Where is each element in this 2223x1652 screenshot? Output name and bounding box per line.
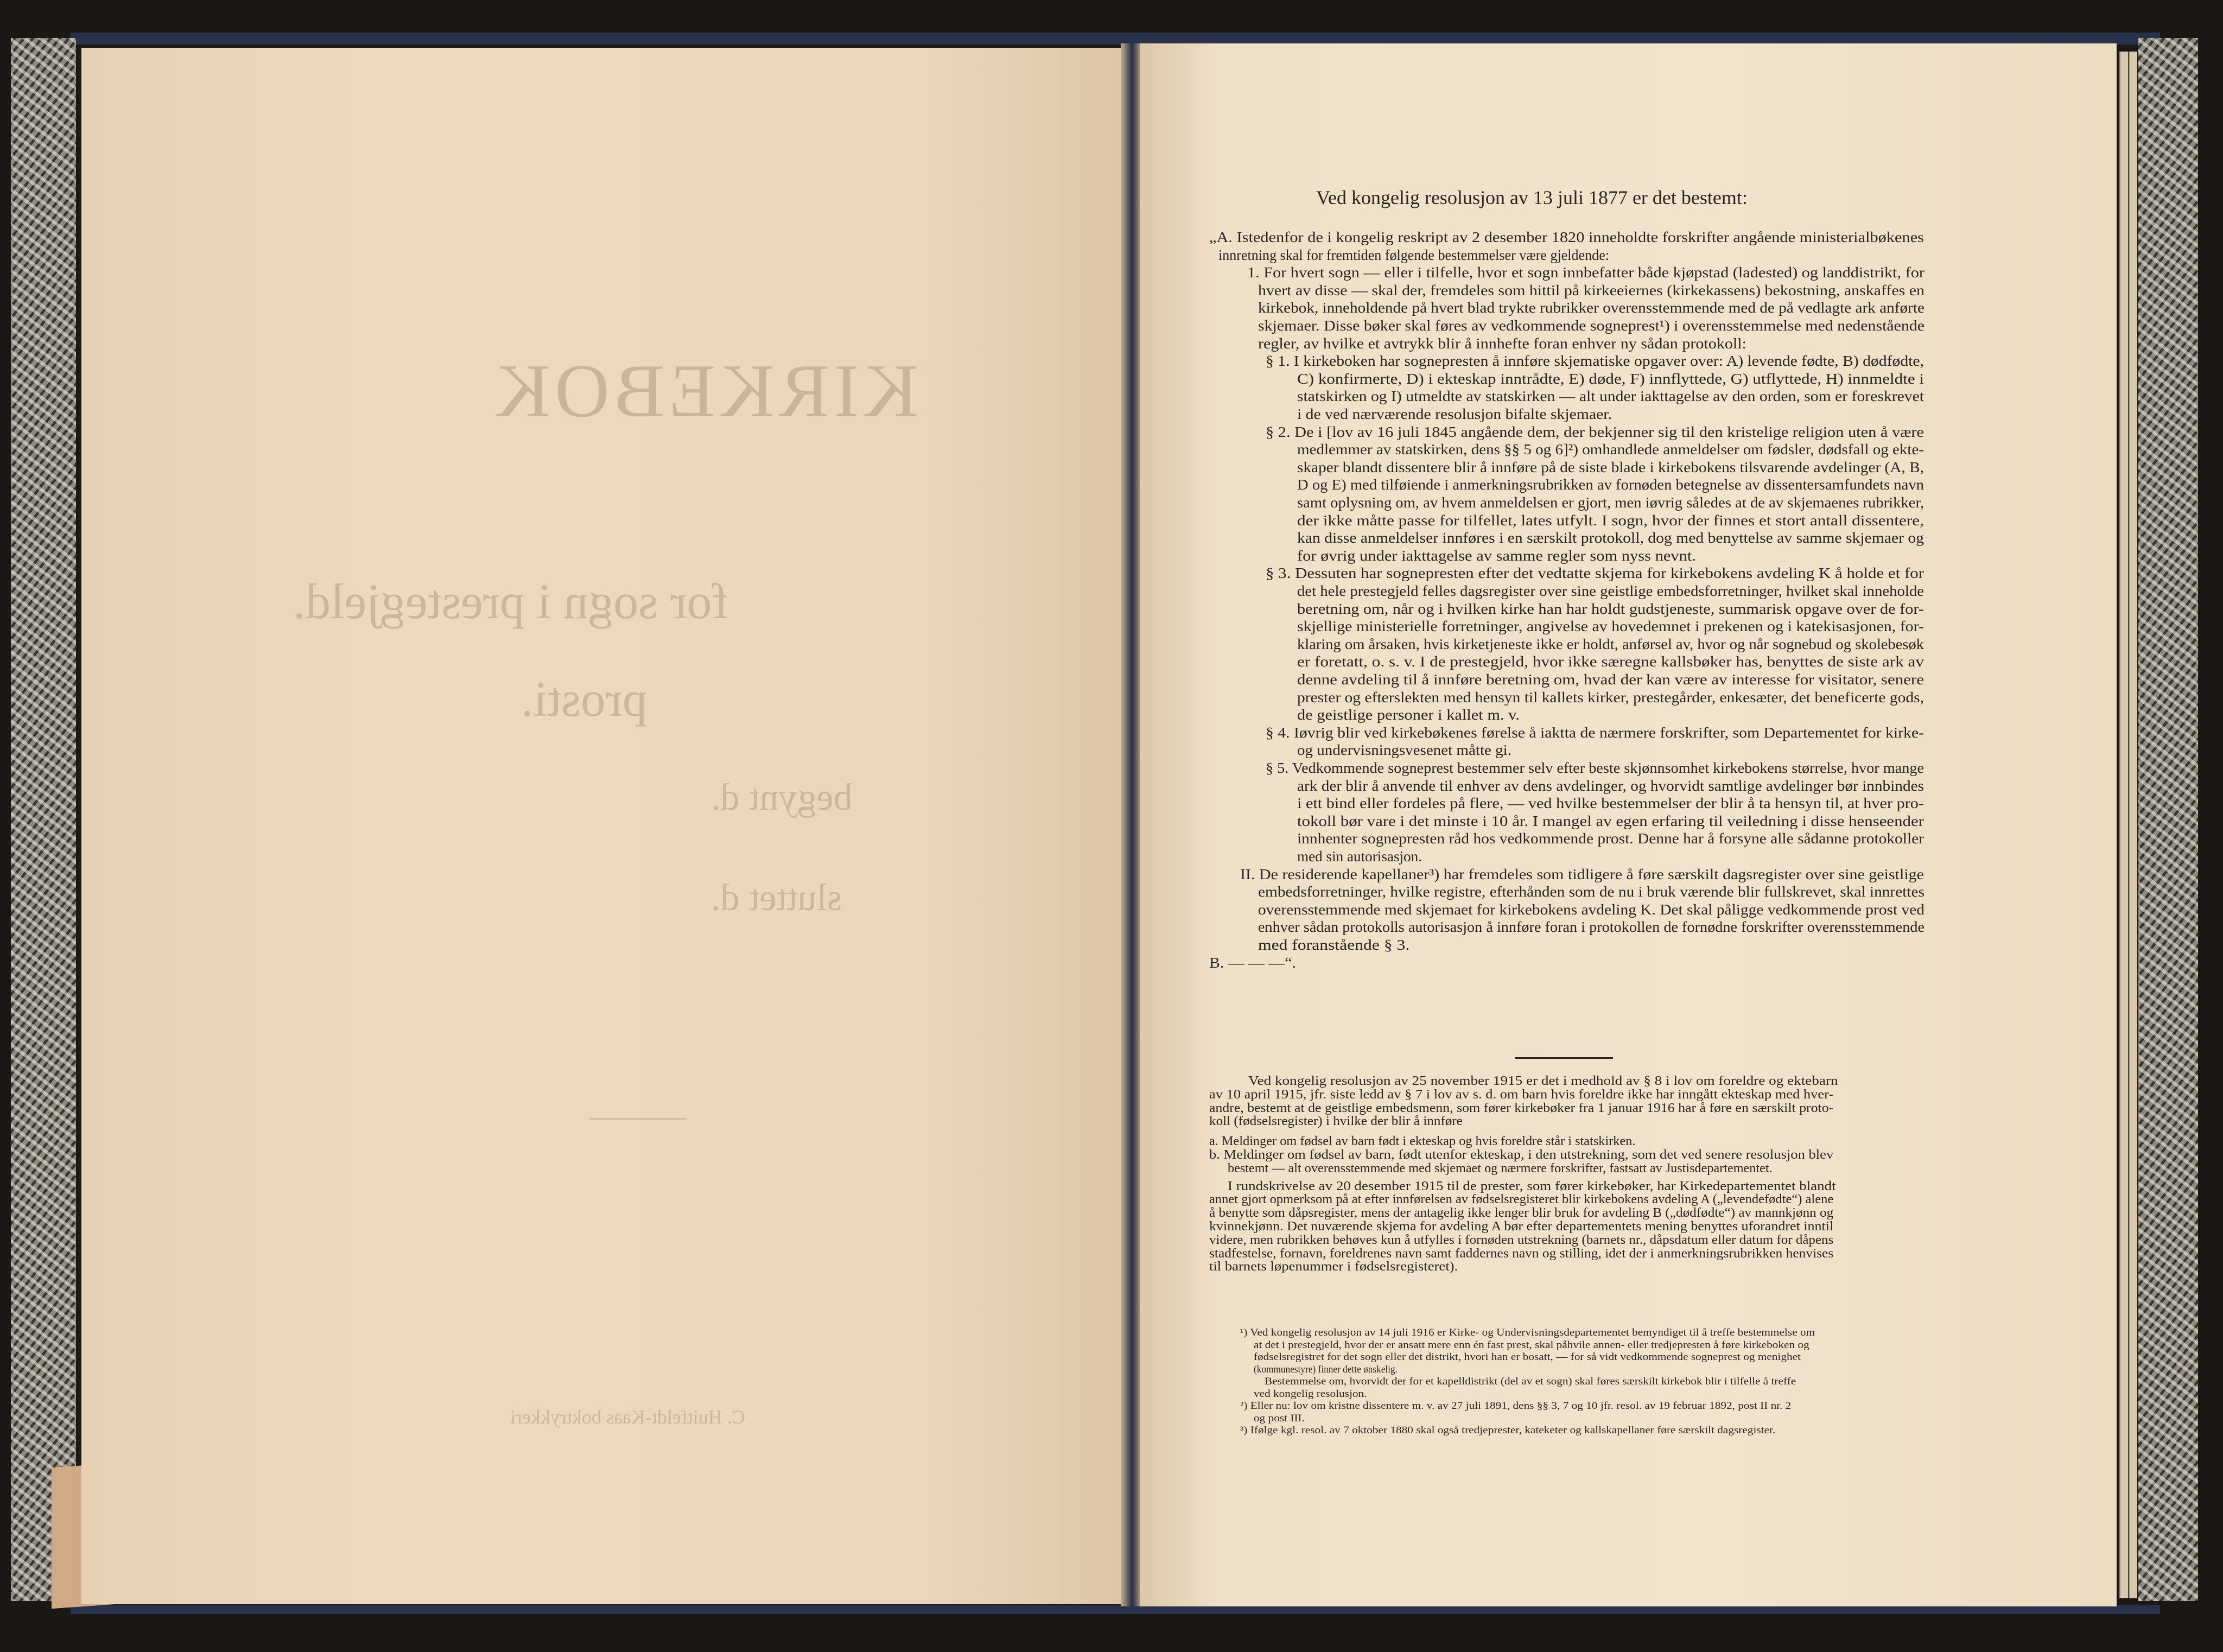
- section_a-line: statskirken og I) utmeldte av statskirken — alt under iakttagelse av den orden, som er foreskrevet: [1297, 387, 1924, 405]
- section_a-line: beretning om, når og i hvilken kirke han har holdt gudstjeneste, summarisk opgave over de for-: [1297, 600, 1924, 617]
- faint-imprint: C. Huitfeldt-Kaas boktrykkeri: [510, 1406, 745, 1428]
- section_a-line: kirkebok, inneholdende på hvert blad trykte rubrikker overensstemmende med de på vedlagte ark anførte: [1258, 299, 1925, 316]
- section_a-line: i de ved nærværende resolusjon bifalte skjemaer.: [1297, 405, 1612, 422]
- section_a-line: der ikke måtte passe for tilfellet, lates utfylt. I sogn, hvor der finnes et stort antall dissentere,: [1297, 511, 1924, 529]
- section_a-line: C) konfirmerte, D) i ekteskap inntrådte, E) døde, F) innflyttede, G) utflyttede, H) innmeldte i: [1297, 370, 1924, 387]
- section_a-line: tokoll bør vare i det minste i 10 år. I mangel av egen erfaring til veiledning i disse henseender: [1297, 812, 1924, 829]
- section_a-line: samt oplysning om, av hvem anmeldelsen er gjort, men iøvrig således at de av skjemaenes rubrikker,: [1297, 494, 1924, 511]
- section_a-line: 1. For hvert sogn — eller i tilfelle, hvor et sogn innbefatter både kjøpstad (ladested) og landdistrikt, for: [1247, 264, 1925, 281]
- section_a-line: i ett bind eller fordeles på flere, — ved hvilke bestemmelser der blir å ta hensyn til, at hver pro-: [1297, 795, 1924, 812]
- section_b-line: a. Meldinger om fødsel av barn født i ekteskap og hvis foreldre står i statskirken.: [1209, 1134, 1636, 1149]
- section_a-line: hvert av disse — skal der, fremdeles som hittil på kirkeeiernes (kirkekassens) bekostning, anskaffes en: [1258, 281, 1925, 298]
- footnotes-line: ved kongelig resolusjon.: [1254, 1388, 1367, 1400]
- section_a-line: B. — — —“.: [1209, 954, 1296, 971]
- section_b-line: av 10 april 1915, jfr. siste ledd av § 7 i lov av s. d. om barn hvis foreldre ikke har inngått ekteskap med hver-: [1209, 1087, 1834, 1102]
- section_a-line: „A. Istedenfor de i kongelig reskript av 2 desember 1820 inneholdte forskrifter angående ministerialbøkenes: [1209, 228, 1924, 245]
- section_a-line: enhver sådan protokolls autorisasjon å innføre foran i protokollen de fornødne forskrifter overensstemmende: [1258, 918, 1925, 936]
- book-cover-edge-top: [71, 33, 2160, 45]
- faint-line-4: sluttet d.: [711, 877, 842, 919]
- section_a-line: prester og efterslekten med hensyn til kallets kirker, prestegårder, enkesæter, det beneficerte gods,: [1297, 688, 1924, 706]
- book-gutter: [1121, 43, 1142, 1606]
- section-separator: [1515, 1057, 1613, 1059]
- faint-line-3: begynt d.: [711, 777, 853, 818]
- faint-title: KIRKEBOK: [491, 349, 919, 433]
- section_b-line: koll (fødselsregister) i hvilke der blir å innføre: [1209, 1114, 1463, 1129]
- section_a-line: det hele prestegjeld felles dagsregister over sine geistlige embedsforretninger, hvilket skal inneholde: [1297, 582, 1924, 599]
- section_b-line: I rundskrivelse av 20 desember 1915 til de prester, som fører kirkebøker, har Kirkedepartementet blandt: [1228, 1179, 1836, 1193]
- footnotes-line: fødselsregistret for det sogn eller det distrikt, hvori han er bosatt, — for så vidt vedkommende sogneprest og menighet: [1254, 1352, 1801, 1363]
- section_b-line: til barnets løpenummer i fødselsregisteret).: [1209, 1260, 1458, 1274]
- section_a-line: medlemmer av statskirken, dens §§ 5 og 6]²) omhandlede anmeldelser om fødsler, dødsfall og ekte-: [1297, 441, 1924, 458]
- section_a-line: § 1. I kirkeboken har sognepresten å innføre skjematiske opgaver over: A) levende fødte, B) dødfødte,: [1266, 352, 1924, 370]
- section_a-line: denne avdeling til å innføre beretning om, hvad der kan være av interesse for visitator, senere: [1297, 671, 1924, 688]
- section_a-line: II. De residerende kapellaner³) har fremdeles som tidligere å føre særskilt dagsregister over sine geistlige: [1240, 865, 1924, 882]
- page-stack-edge: [2129, 52, 2137, 1598]
- section_b-line: kvinnekjønn. Det nuværende skjema for avdeling A bør efter departementets mening benyttes uforandret inntil: [1209, 1219, 1834, 1234]
- section_a-line: innhenter sognepresten råd hos vedkommende prost. Denne har å forsyne alle sådanne protokoller: [1297, 830, 1924, 847]
- footnotes-line: ²) Eller nu: lov om kristne dissentere m. v. av 27 juli 1891, dens §§ 3, 7 og 10 jfr. resol. av 19 februar 1892, post II nr. 2: [1240, 1401, 1792, 1412]
- section_a-line: regler, av hvilke et avtrykk blir å innhefte foran enhver ny sådan protokoll:: [1258, 334, 1746, 352]
- section_a-line: med sin autorisasjon.: [1297, 848, 1422, 865]
- section_a-line: embedsforretninger, hvilke registre, efterhånden som de nu i bruk værende blir fullskrevet, skal innrettes: [1258, 883, 1925, 900]
- section_a-line: kan disse anmeldelser innføres i en særskilt protokoll, dog med benyttelse av samme skjemaer og: [1297, 529, 1924, 547]
- faint-line-1: for sogn i prestegjeld.: [293, 574, 729, 629]
- section_a-line: ark der blir å anvende til enhver av dens avdelinger, og hvorvidt samtlige avdelinger bør innbindes: [1297, 777, 1924, 794]
- section_b-line: Ved kongelig resolusjon av 25 november 1915 er det i medhold av § 8 i lov om foreldre og ektebarn: [1248, 1074, 1838, 1088]
- section_a-line: § 3. Dessuten har sognepresten efter det vedtatte skjema for kirkebokens avdeling K å holde et for: [1266, 564, 1924, 582]
- section_a-line: de geistlige personer i kallet m. v.: [1297, 706, 1520, 723]
- section_a-line: for øvrig under iakttagelse av samme regler som nyss nevnt.: [1297, 547, 1696, 564]
- section_a-line: § 5. Vedkommende sogneprest bestemmer selv efter beste skjønnsomhet kirkebokens størrelse, hvor mange: [1266, 759, 1924, 776]
- marbled-cover-right: [2138, 38, 2198, 1601]
- section_b-line: stadfestelse, fornavn, foreldrenes navn samt faddernes navn og stilling, idet der i anmerkningsrubrikken henvises: [1209, 1246, 1834, 1261]
- section_a-line: overensstemmende med skjemaet for kirkebokens avdeling K. Det skal påligge vedkommende prost ved: [1258, 900, 1925, 918]
- marbled-cover-left: [11, 38, 76, 1601]
- footnotes-line: og post III.: [1254, 1413, 1305, 1424]
- page-stack-edge: [2119, 52, 2128, 1598]
- section_b-line: annet gjort opmerksom på at efter innførelsen av fødselsregisteret blir kirkebokens avdeling A („levendefødte“) alene: [1209, 1192, 1834, 1207]
- footnotes-line: at det i prestegjeld, hvor der er ansatt mere enn én fast prest, skal påhvile annen- eller tredjepresten å føre kirkeboken og: [1254, 1339, 1809, 1351]
- section_b-line: å benytte som dåpsregister, mens der antagelig ikke lenger blir bruk for avdeling B („dødfødte“) av mannkjønn og: [1209, 1206, 1834, 1221]
- section_a-line: D og E) med tilføiende i anmerkningsrubrikken av fornøden betegnelse av dissentersamfundets navn: [1297, 476, 1924, 493]
- section_a-line: og undervisningsvesenet måtte gi.: [1297, 741, 1511, 759]
- section_b-line: b. Meldinger om fødsel av barn, født utenfor ekteskap, i den utstrekning, som det ved senere resolusjon blev: [1209, 1148, 1834, 1162]
- footnotes-line: Bestemmelse om, hvorvidt der for et kapelldistrikt (del av et sogn) skal føres særskilt kirkebok blir i tilfelle å treffe: [1265, 1376, 1796, 1387]
- footnotes-line: ¹) Ved kongelig resolusjon av 14 juli 1916 er Kirke- og Undervisningsdepartementet bemyndiget til å treffe bestemmelse om: [1240, 1327, 1815, 1338]
- section_a-line: er foretatt, o. s. v. I de prestegjeld, hvor ikke særegne kallsbøker has, benyttes de siste ark av: [1297, 653, 1924, 670]
- section_a-line: skaper blandt dissentere blir å innføre på de siste blade i kirkebokens tilsvarende avdelinger (A, B,: [1297, 458, 1924, 475]
- page-heading: Ved kongelig resolusjon av 13 juli 1877 er det bestemt:: [1316, 187, 1748, 208]
- book-cover-edge-bottom: [71, 1605, 2160, 1614]
- section_b-line: andre, bestemt at de geistlige embedsmenn, som fører kirkebøker fra 1 januar 1916 har å føre en særskilt proto-: [1209, 1101, 1834, 1115]
- section_a-line: innretning skal for fremtiden følgende bestemmelser være gjeldende:: [1218, 246, 1609, 263]
- section_b-line: bestemt — alt overensstemmende med skjemaet og nærmere forskrifter, fastsatt av Justisdepartementet.: [1228, 1161, 1773, 1176]
- section_a-line: skjellige ministerielle forretninger, angivelse av hovedemnet i prekenen og i katekisasjonen, for-: [1297, 618, 1924, 635]
- section_b-line: videre, men rubrikken behøves kun å utfylles i fornøden utstrekning (barnets nr., dåpsdatum eller datum for dåpens: [1209, 1232, 1834, 1247]
- section_a-line: med foranstående § 3.: [1258, 936, 1410, 953]
- section_a-line: skjemaer. Disse bøker skal føres av vedkommende sogneprest¹) i overensstemmelse med nedenstående: [1258, 317, 1925, 334]
- footnotes-line: ³) Ifølge kgl. resol. av 7 oktober 1880 skal også tredjeprester, kateketer og kallskapellaner føre særskilt dagsregister.: [1240, 1425, 1776, 1436]
- footnotes-line: (kommunestyre) finner dette ønskelig.: [1254, 1364, 1398, 1375]
- section_a-line: § 2. De i [lov av 16 juli 1845 angående dem, der bekjenner sig til den kristelige religion uten å være: [1266, 423, 1924, 440]
- section_a-line: klaring om årsaken, hvis kirketjeneste ikke er holdt, anførsel av, hvor og når sognebud og skolebesøk: [1297, 635, 1924, 652]
- faint-rule: [589, 1118, 687, 1120]
- left-page: [81, 48, 1132, 1604]
- section_a-line: § 4. Iøvrig blir ved kirkebøkenes førelse å iaktta de nærmere forskrifter, som Departementet for kirke-: [1266, 723, 1924, 741]
- faint-line-2: prosti.: [521, 671, 647, 727]
